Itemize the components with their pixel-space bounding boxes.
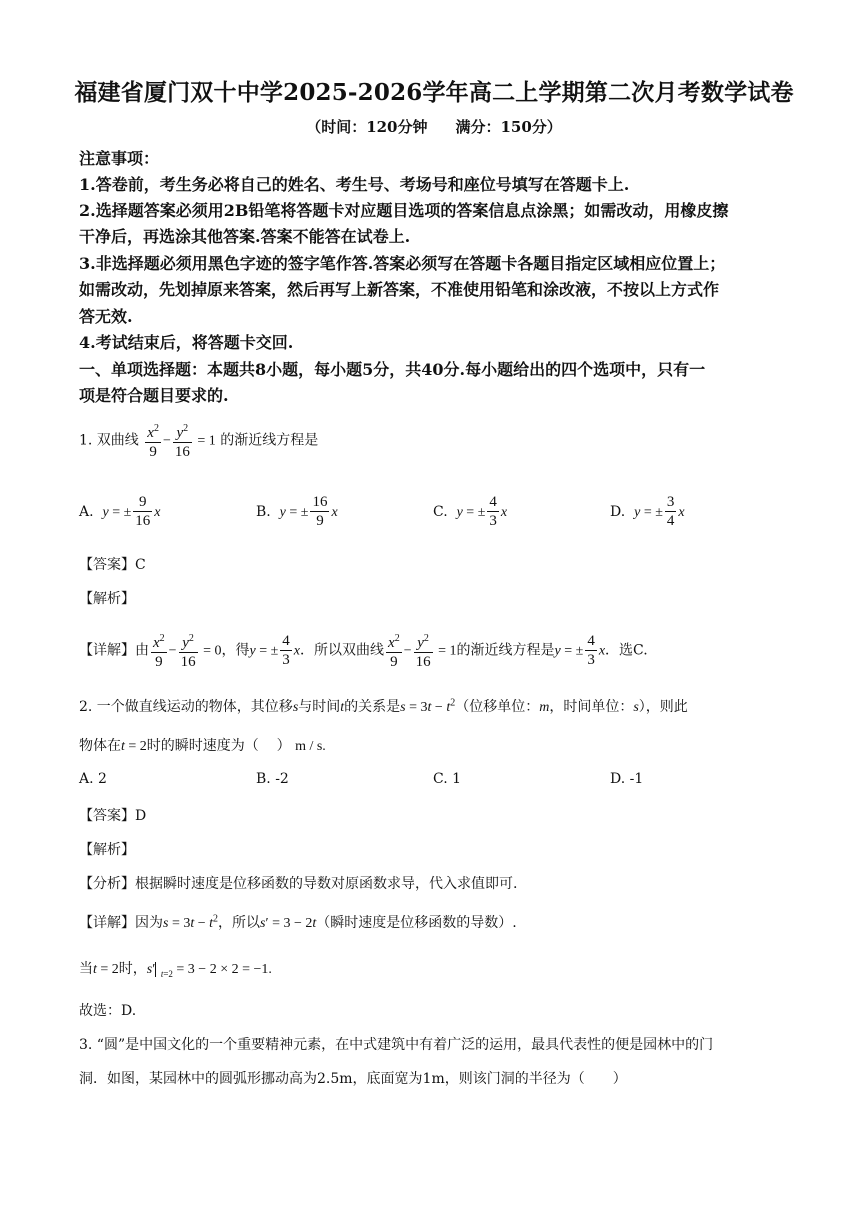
notice-item: 3.非选择题必须用黑色字迹的签字笔作答.答案必须写在答题卡各题目指定区域相应位置上； [79,254,726,273]
q2-option-d: D. -1 [610,771,644,787]
q1-option-c: C. y = ± $\frac{4}{3}$ x [433,494,508,529]
exam-title: 福建省厦门双十中学2025-2026学年高二上学期第二次月考数学试卷 [74,79,794,106]
question-2: 2. 一个做直线运动的物体，其位移s与时间t的关系是$s = 3t - t^2$（位移单位：m，时间单位：s），则此 [79,697,688,715]
notice-item: 答无效. [79,307,133,326]
q1-option-d: D. y = ± $\frac{3}{4}$ x [610,494,685,529]
q2-option-c: C. 1 [433,771,462,787]
question-2-cont: 物体在t = 2时的瞬时速度为（ ） m / s. [79,738,326,754]
section-heading: 一、单项选择题：本题共8小题，每小题5分，共40分.每小题给出的四个选项中，只有一 [79,360,706,379]
q1-answer: 【答案】C [79,557,146,573]
notice-item: 如需改动，先划掉原来答案，然后再写上新答案，不准使用铅笔和涂改液，不按以上方式作 [79,280,720,299]
exam-subtitle [0,116,868,137]
q1-analysis: 【解析】 [79,591,135,607]
notice-item: 2.选择题答案必须用2B铅笔将答题卡对应题目选项的答案信息点涂黑；如需改动，用橡皮擦 [79,201,729,220]
q2-choose: 故选：D. [79,1003,137,1019]
notice-item: 干净后，再选涂其他答案.答案不能答在试卷上. [79,227,411,246]
q2-when: 当t = 2时，s′ $_{t=2}$ = 3 − 2 × 2 = −1. [79,961,272,979]
q1-option-a: A. y = ± $\frac{9}{16}$ x [79,494,161,529]
notice-item: 1.答卷前，考生务必将自己的姓名、考生号、考场号和座位号填写在答题卡上. [79,175,630,194]
notice-item: 4.考试结束后，将答题卡交回. [79,333,294,352]
q2-fenxi: 【分析】根据瞬时速度是位移函数的导数对原函数求导，代入求值即可. [79,876,518,892]
question-1: 1. 双曲线 $\frac{x^2}{9}$ − $\frac{y^2}{16}$ = 1 的渐近线方程是 [79,420,318,461]
q2-option-b: B. -2 [256,771,289,787]
q1-detail: 【详解】由 $\frac{x^2}{9}$ − $\frac{y^2}{16}$ = 0，得y = ± $\frac{4}{3}$ x．所以双曲线 $\frac{x^2}{9}$ − $\frac{y^2}{16}$ = 1的渐近线方程是y = ± $\frac{4}{3}$ x．选C. [79,630,648,671]
q2-answer: 【答案】D [79,808,147,824]
question-3-cont: 洞．如图，某园林中的圆弧形挪动高为2.5m，底面宽为1m，则该门洞的半径为（ ） [79,1071,627,1087]
time-limit: （时间：120分钟 [306,118,428,136]
full-score: 满分：150分） [455,118,562,136]
notice-heading: 注意事项： [79,149,160,168]
q1-option-b: B. y = ± $\frac{16}{9}$ x [256,494,338,529]
q2-analysis: 【解析】 [79,842,135,858]
q2-option-a: A. 2 [79,771,107,787]
section-heading-cont: 项是符合题目要求的. [79,386,229,405]
question-3: 3. “圆”是中国文化的一个重要精神元素，在中式建筑中有着广泛的运用，最具代表性的便是园林中的门 [79,1037,714,1053]
q2-detail: 【详解】因为$s = 3t - t^2$，所以s′ = 3 − 2t（瞬时速度是位移函数的导数）. [79,913,517,931]
